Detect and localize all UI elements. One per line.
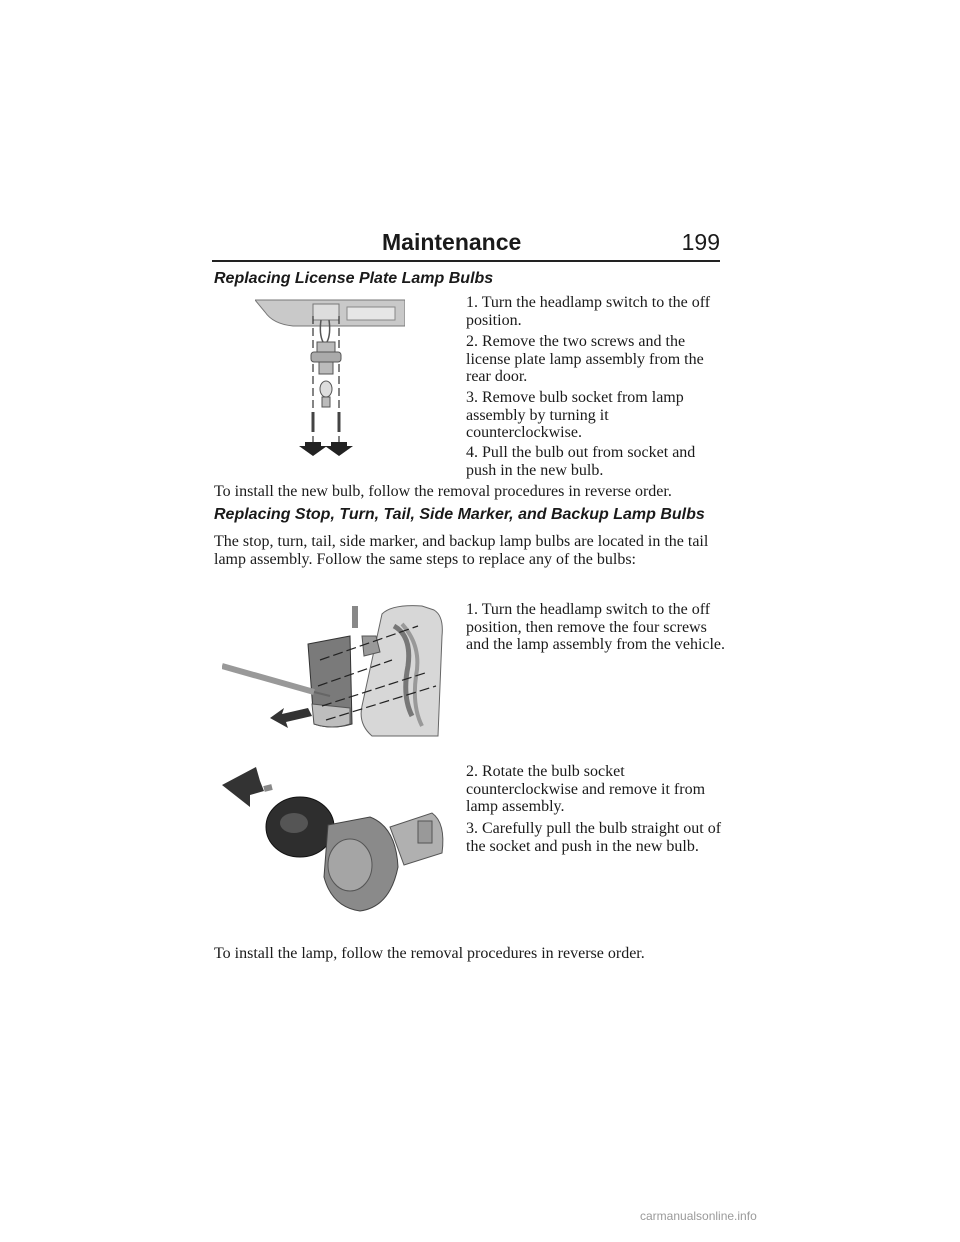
license-plate-lamp-figure [255, 294, 405, 456]
section-heading-tail-lamp: Replacing Stop, Turn, Tail, Side Marker, and Backup Lamp Bulbs [214, 506, 705, 523]
tail-install-note: To install the lamp, follow the removal procedures in reverse order. [214, 945, 645, 962]
license-install-note: To install the new bulb, follow the removal procedures in reverse order. [214, 483, 672, 500]
license-step-3: 3. Remove bulb socket from lamp assembly by turning it counterclockwise. [466, 389, 684, 441]
tail-lamp-assembly-figure [222, 596, 450, 744]
footer-watermark: carmanualsonline.info [640, 1209, 757, 1223]
license-step-4: 4. Pull the bulb out from socket and push in the new bulb. [466, 444, 696, 479]
tail-step-1: 1. Turn the headlamp switch to the off position, then remove the four screws and the lamp assembly from the vehicle. [466, 601, 726, 653]
tail-step-2: 2. Rotate the bulb socket counterclockwise and remove it from lamp assembly. [466, 763, 706, 815]
section-heading-license-plate: Replacing License Plate Lamp Bulbs [214, 270, 494, 287]
header-rule [212, 260, 720, 262]
license-step-2: 2. Remove the two screws and the license plate lamp assembly from the rear door. [466, 333, 704, 385]
license-step-1: 1. Turn the headlamp switch to the off position. [466, 294, 711, 329]
tail-lamp-intro: The stop, turn, tail, side marker, and backup lamp bulbs are located in the tail lamp assembly. Follow the same steps to replace any of the bulbs: [214, 533, 709, 568]
page-header [212, 229, 720, 261]
bulb-socket-figure [220, 757, 460, 919]
page-number: 199 [681, 229, 720, 255]
page-title: Maintenance [382, 229, 522, 255]
tail-step-3: 3. Carefully pull the bulb straight out of the socket and push in the new bulb. [466, 820, 722, 855]
